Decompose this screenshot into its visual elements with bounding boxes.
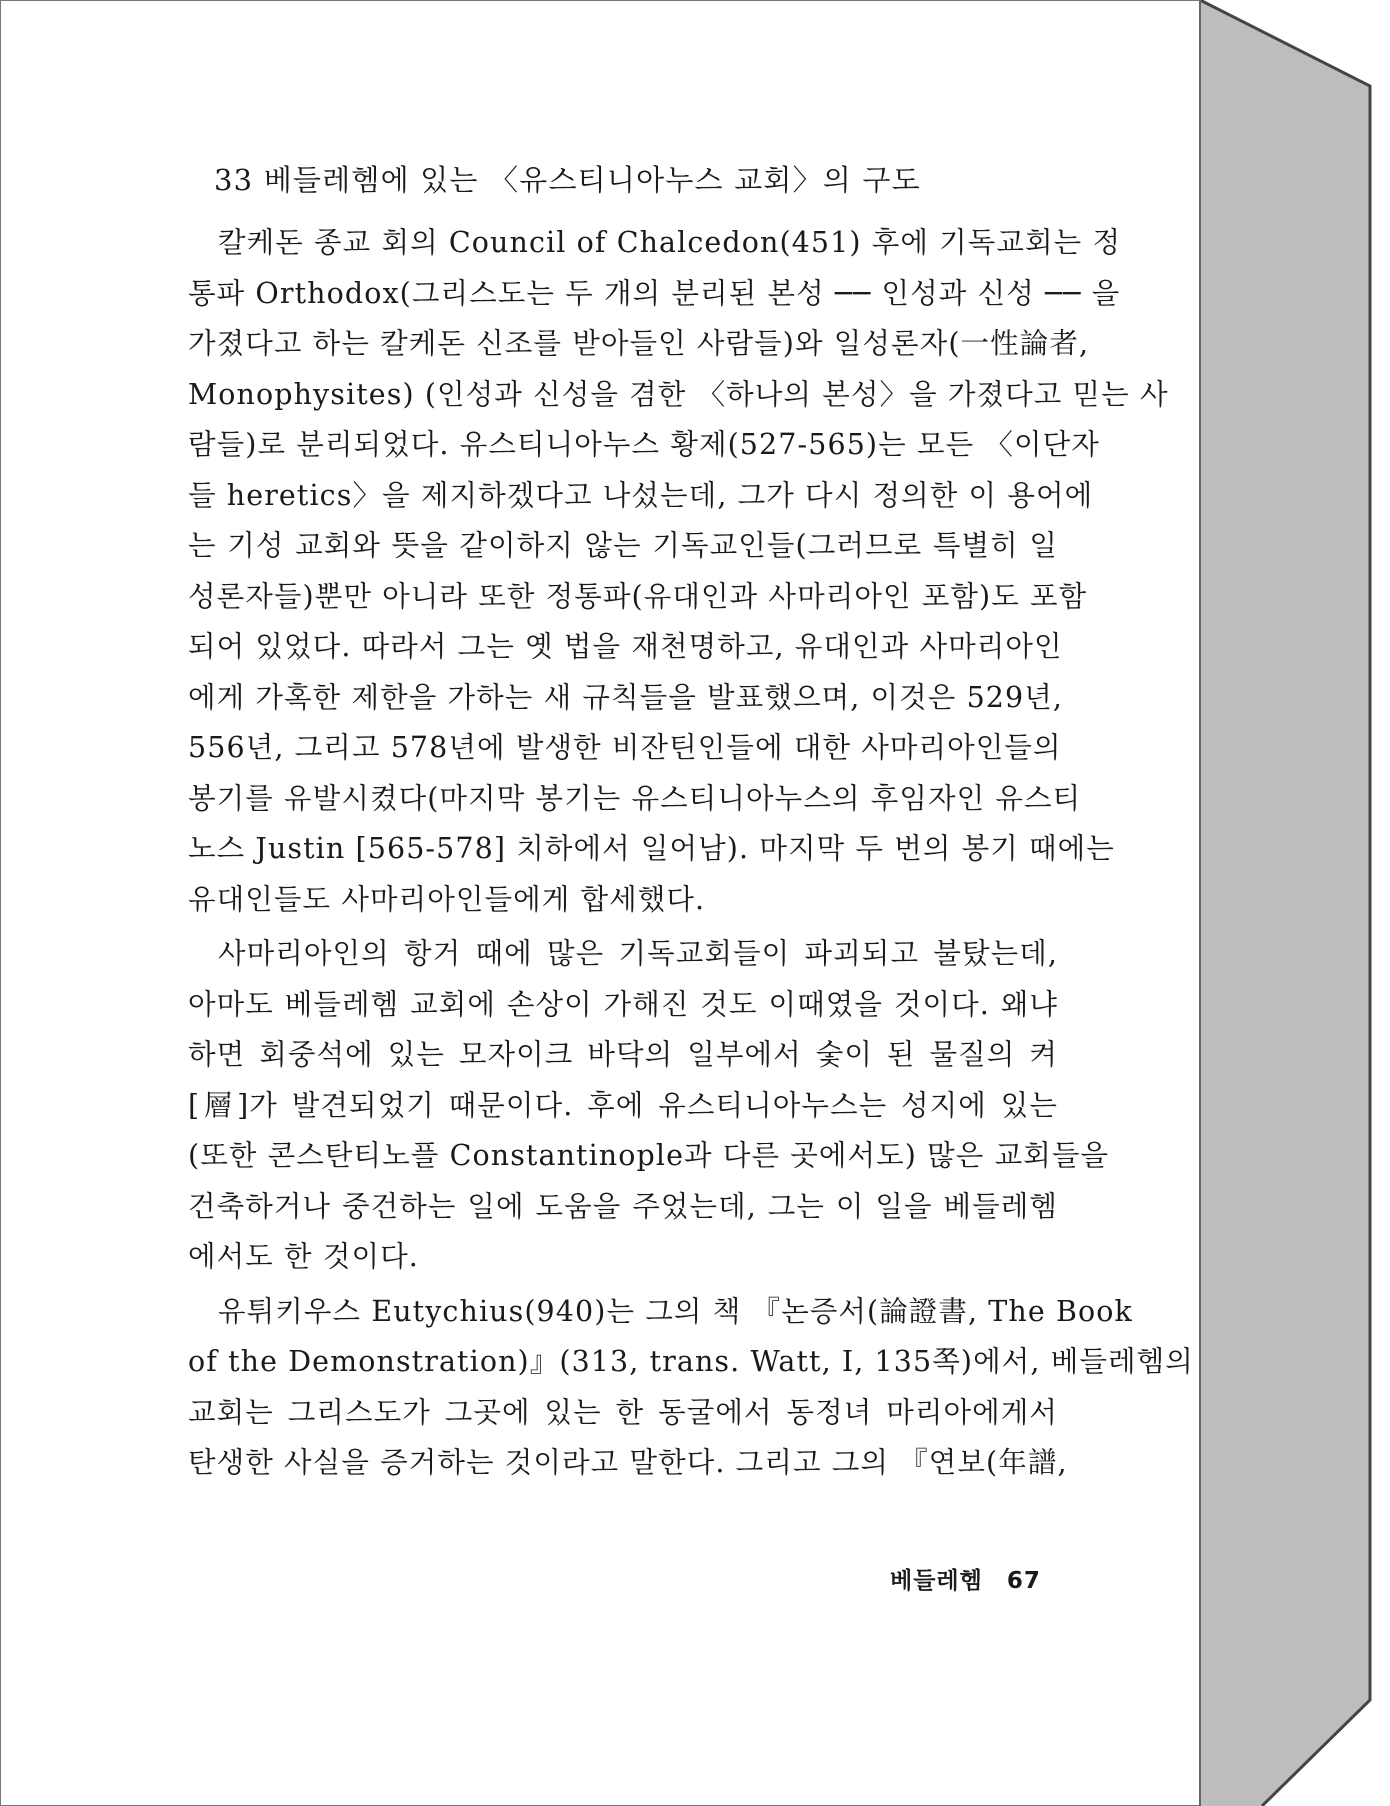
paragraph — [188, 1287, 1194, 1489]
text-line: 에게 가혹한 제한을 가하는 새 규칙들을 발표했으며, 이것은 529년, — [188, 680, 1064, 714]
text-line: 칼케돈 종교 회의 Council of Chalcedon(451) 후에 기독교회는 정 — [218, 226, 1122, 259]
text-line: 성론자들)뿐만 아니라 또한 정통파(유대인과 사마리아인 포함)도 포함 — [188, 579, 1088, 613]
text-line: 하면 회중석에 있는 모자이크 바닥의 일부에서 숯이 된 물질의 켜 — [188, 1038, 1058, 1071]
text-line: 건축하거나 중건하는 일에 도움을 주었는데, 그는 이 일을 베들레헴 — [188, 1189, 1058, 1223]
text-line: 유튀키우스 Eutychius(940)는 그의 책 『논증서(論證書, The Book — [218, 1294, 1133, 1328]
text-line: 사마리아인의 항거 때에 많은 기독교회들이 파괴되고 불탔는데, — [218, 937, 1058, 970]
text-line: 가졌다고 하는 칼케돈 신조를 받아들인 사람들)와 일성론자(一性論者, — [188, 327, 1090, 360]
page-content — [188, 158, 1194, 1489]
text-line: 유대인들도 사마리아인들에게 합세했다. — [188, 882, 706, 916]
text-line: 들 heretics〉을 제지하겠다고 나섰는데, 그가 다시 정의한 이 용어에 — [188, 478, 1094, 512]
paragraph — [188, 929, 1110, 1283]
text-line: 통파 Orthodox(그리스도는 두 개의 분리된 본성 ── 인성과 신성 ── 을 — [188, 276, 1121, 310]
text-line: 556년, 그리고 578년에 발생한 비잔틴인들에 대한 사마리아인들의 — [188, 731, 1062, 764]
text-line: 봉기를 유발시켰다(마지막 봉기는 유스티니아누스의 후임자인 유스티 — [188, 781, 1082, 815]
text-line: (또한 콘스탄티노플 Constantinople과 다른 곳에서도) 많은 교회들을 — [188, 1139, 1110, 1172]
body-text — [188, 218, 1194, 1489]
page-footer — [890, 1562, 1041, 1595]
running-head: 베들레헴 — [890, 1568, 983, 1594]
text-line: 탄생한 사실을 증거하는 것이라고 말한다. 그리고 그의 『연보(年譜, — [188, 1446, 1068, 1479]
text-line: of the Demonstration)』(313, trans. Watt, I, 135쪽)에서, 베들레헴의 — [188, 1345, 1194, 1378]
section-heading: 33 베들레헴에 있는 〈유스티니아누스 교회〉의 구도 — [214, 163, 921, 197]
text-line: 에서도 한 것이다. — [188, 1240, 419, 1273]
text-line: 되어 있었다. 따라서 그는 옛 법을 재천명하고, 유대인과 사마리아인 — [188, 630, 1063, 663]
paragraph — [188, 218, 1169, 925]
text-line: 는 기성 교회와 뜻을 같이하지 않는 기독교인들(그러므로 특별히 일 — [188, 529, 1058, 562]
text-line: Monophysites) (인성과 신성을 겸한 〈하나의 본성〉을 가졌다고 믿는 사 — [188, 377, 1169, 411]
text-line: 교회는 그리스도가 그곳에 있는 한 동굴에서 동정녀 마리아에게서 — [188, 1395, 1058, 1429]
text-line: 람들)로 분리되었다. 유스티니아누스 황제(527-565)는 모든 〈이단자 — [188, 428, 1100, 461]
text-line: 아마도 베들레헴 교회에 손상이 가해진 것도 이때였을 것이다. 왜냐 — [188, 987, 1058, 1021]
text-line: [層]가 발견되었기 때문이다. 후에 유스티니아누스는 성지에 있는 — [188, 1088, 1058, 1122]
page-number: 67 — [1006, 1568, 1041, 1594]
text-line: 노스 Justin [565-578] 치하에서 일어남). 마지막 두 번의 봉기 때에는 — [188, 832, 1115, 865]
